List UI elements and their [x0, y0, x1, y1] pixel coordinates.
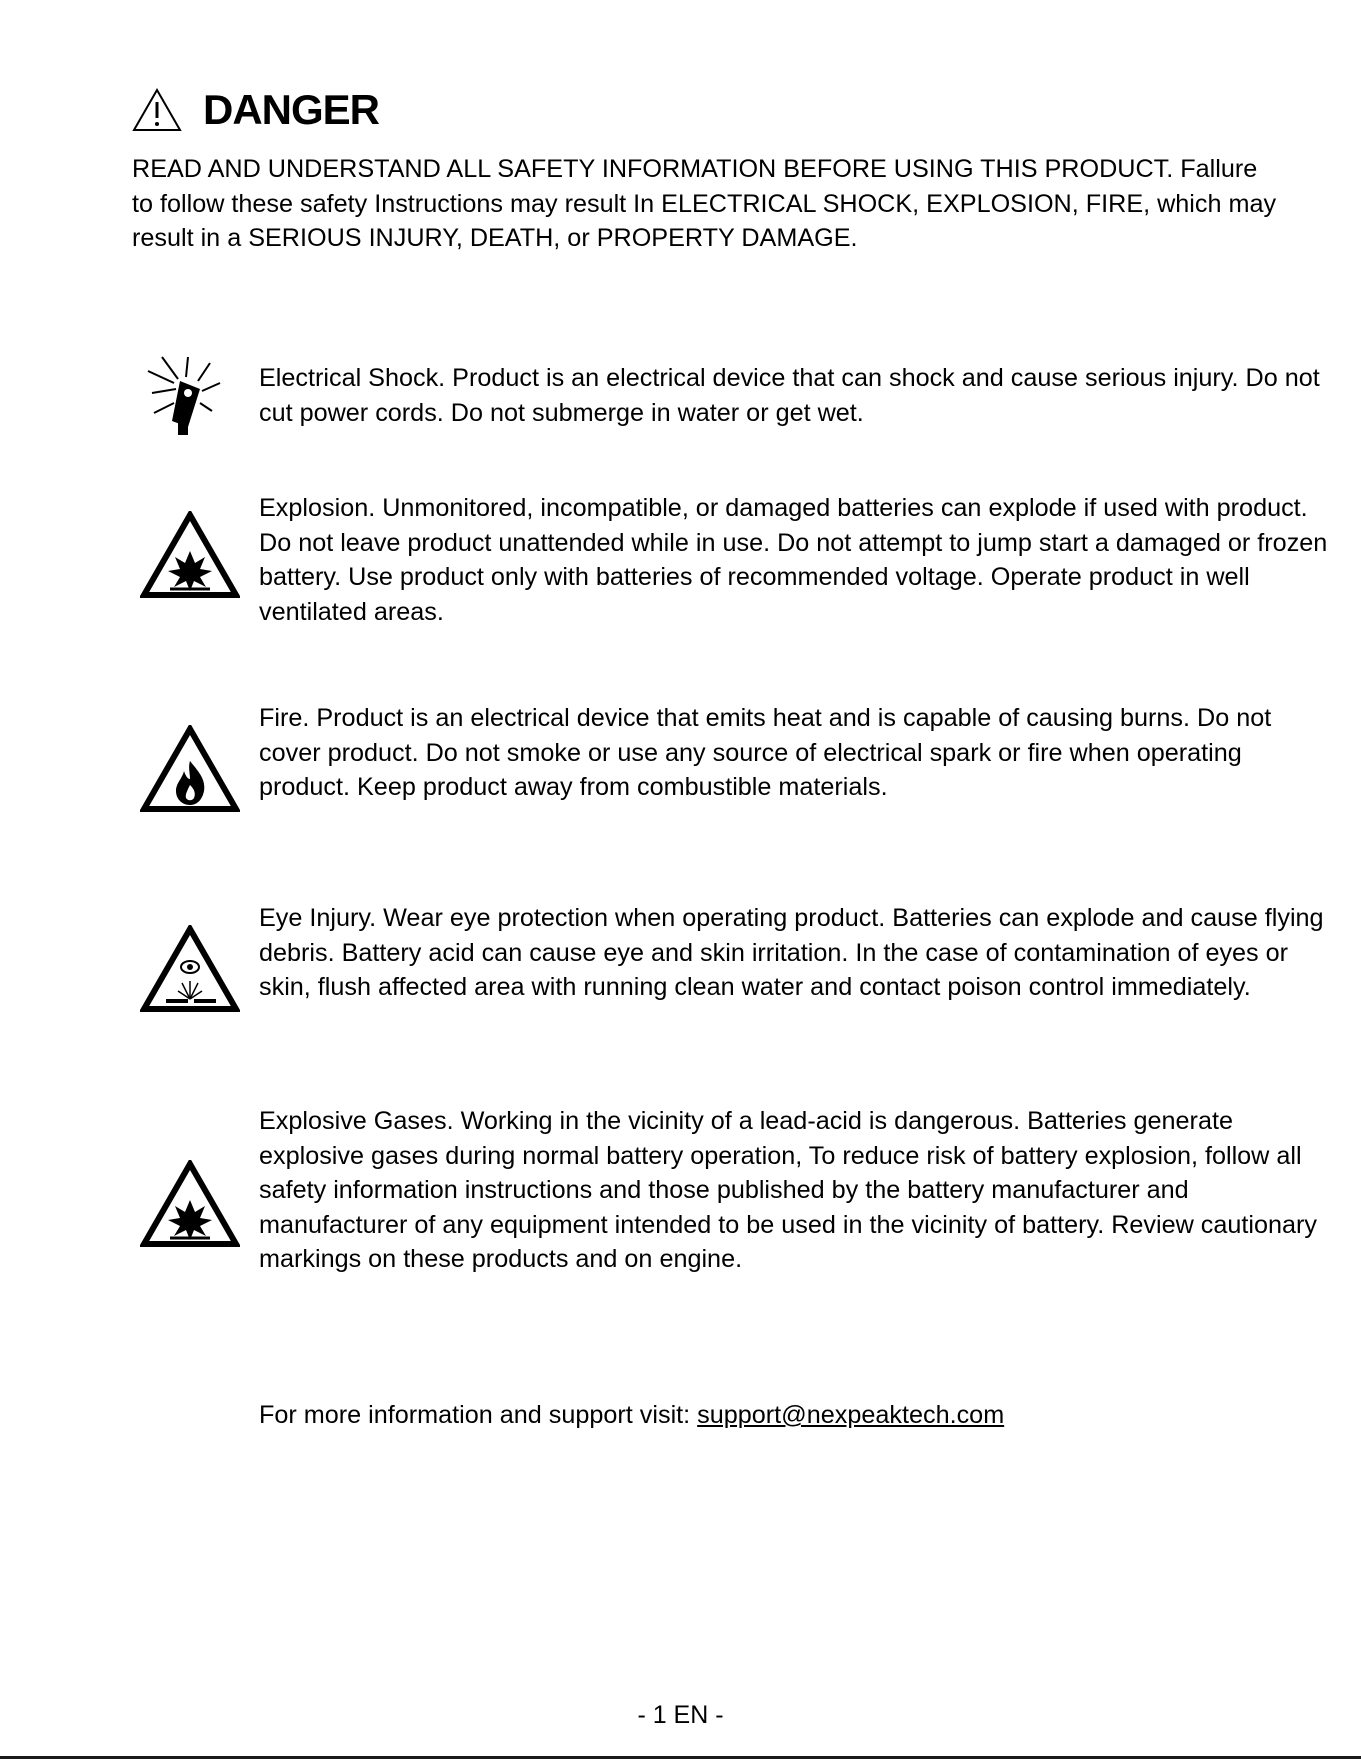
support-label: For more information and support visit: [259, 1401, 698, 1429]
hazard-text: Explosion. Unmonitored, incompatible, or damaged batteries can explode if used with product. Do not leave product unattended while in use. Do not attempt to jump start a damaged or frozen battery. Use product only with batteries of recommended voltage. Operate product in well ventilated areas. [259, 494, 1328, 626]
hazard-text: Explosive Gases. Working in the vicinity of a lead-acid is dangerous. Batteries generate explosive gases during normal battery operation, To reduce risk of battery explosion, follow all safety information instructions and those published by the battery manufacturer and manufacturer of any equipment intended to be used in the vicinity of battery. Review cautionary markings on these products and on engine. [259, 1107, 1318, 1273]
safety-intro: READ AND UNDERSTAND ALL SAFETY INFORMATION BEFORE USING THIS PRODUCT. Fallure to follow these safety Instructions may result In ELECTRICAL SHOCK, EXPLOSION, FIRE, which may result in a SERIOUS INJURY, DEATH, or PROPERTY DAMAGE. [132, 155, 1277, 252]
warning-triangle-icon [132, 88, 182, 132]
page-title: DANGER [203, 86, 380, 133]
page-number: - 1 EN - [637, 1701, 724, 1729]
support-email-link[interactable]: support@nexpeaktech.com [697, 1401, 1005, 1429]
hazard-text: Fire. Product is an electrical device that emits heat and is capable of causing burns. Do not cover product. Do not smoke or use any source of electrical spark or fire when operating product. Keep product away from combustible materials. [259, 704, 1272, 801]
danger-header [132, 88, 379, 132]
explosive-gas-warning-icon [140, 1160, 240, 1250]
hazard-text: Eye Injury. Wear eye protection when operating product. Batteries can explode and cause flying debris. Battery acid can cause eye and skin irritation. In the case of contamination of eyes or skin, flush affected area with running clean water and contact poison control immediately. [259, 904, 1324, 1001]
bottom-divider [0, 1756, 1361, 1759]
hazard-text: Electrical Shock. Product is an electrical device that can shock and cause serious injury. Do not cut power cords. Do not submerge in water or get wet. [259, 364, 1320, 427]
explosion-warning-icon [140, 511, 240, 601]
electrical-shock-icon [140, 353, 240, 443]
eye-injury-warning-icon [140, 925, 240, 1015]
support-line [259, 1398, 1004, 1433]
fire-warning-icon [140, 725, 240, 815]
